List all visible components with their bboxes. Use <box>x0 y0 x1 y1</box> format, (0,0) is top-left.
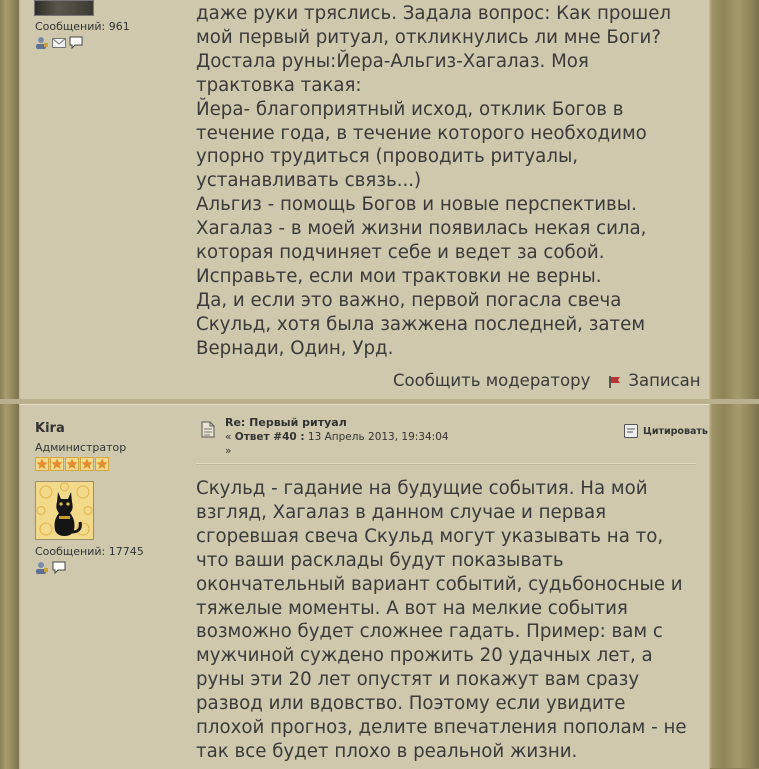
user-role: Администратор <box>35 441 127 454</box>
post-line: мужчиной суждено прожить 20 удачных лет, а <box>196 645 653 667</box>
rank-stars <box>35 457 109 471</box>
header-separator <box>196 463 696 465</box>
post-line: сгоревшая свеча Скульд могут указывать на то, <box>196 525 664 547</box>
post-subject-link[interactable]: Re: Первый ритуал <box>225 416 347 429</box>
post-line: Скульд - гадание на будущие события. На мой <box>196 478 648 499</box>
post-line: Альгиз - помощь Богов и новые перспективы. <box>196 194 637 216</box>
quote-label: Цитировать <box>643 425 708 437</box>
post-line: течение года, в течение которого необходимо <box>196 122 647 144</box>
post-line: мой первый ритуал, откликнулись ли мне Боги? <box>196 26 661 48</box>
post-actions <box>393 371 701 390</box>
quote-button[interactable] <box>624 424 708 438</box>
avatar <box>35 481 94 540</box>
meta-suffix: » <box>225 445 232 457</box>
page-background-right <box>708 0 759 768</box>
post-date: 13 Апрель 2013, 19:34:04 <box>304 431 449 443</box>
post-line: окончательный вариант событий, судьбоносные и <box>196 573 683 595</box>
star-icon <box>80 457 94 471</box>
logged-label: Записан <box>628 371 701 390</box>
post-line: Достала руны:Йера-Альгиз-Хагалаз. Моя <box>196 50 589 72</box>
post-count: Сообщений: 17745 <box>35 545 144 558</box>
post-body <box>196 477 696 764</box>
quote-icon <box>624 424 638 438</box>
report-moderator-link[interactable]: Сообщить модератору <box>393 371 591 390</box>
private-message-icon[interactable] <box>52 561 66 574</box>
avatar <box>34 0 94 16</box>
post-line: Скульд, хотя была зажжена последней, затем <box>196 313 646 335</box>
post-line: упорно трудиться (проводить ритуалы, <box>196 146 579 168</box>
star-icon <box>50 457 64 471</box>
star-icon <box>35 457 49 471</box>
post-line: Да, и если это важно, первой погасла свеча <box>196 289 622 311</box>
post-line: Исправьте, если мои трактовки не верны. <box>196 265 602 287</box>
star-icon <box>95 457 109 471</box>
user-icons <box>35 561 66 574</box>
post-line: руны эти 20 лет опустят и покажут вам сразу <box>196 669 640 691</box>
post-line: что ваши расклады будут показывать <box>196 549 564 571</box>
post-line: которая подчиняет себе и ведет за собой. <box>196 242 605 264</box>
post-meta <box>225 431 449 443</box>
post-line: трактовка такая: <box>196 74 362 96</box>
post-document-icon <box>201 421 215 438</box>
private-message-icon[interactable] <box>69 36 83 49</box>
post-line: плохой прогноз, делите впечатления пополам - не <box>196 717 687 739</box>
post-line: так все будет плохо в реальной жизни. <box>196 740 578 762</box>
profile-icon[interactable] <box>35 561 49 574</box>
post-line: тяжелые моменты. А вот на мелкие события <box>196 597 628 619</box>
user-icons <box>35 36 83 49</box>
post-line: устанавливать связь...) <box>196 170 422 192</box>
star-icon <box>65 457 79 471</box>
post-count: Сообщений: 961 <box>35 20 130 33</box>
post-line: взгляд, Хагалаз в данном случае и первая <box>196 501 607 523</box>
meta-prefix: « <box>225 431 235 443</box>
reply-number: Ответ #40 : <box>234 431 305 443</box>
post-line: возможно будет сложнее гадать. Пример: вам с <box>196 621 663 643</box>
post-line: развод или вдовство. Поэтому если увидите <box>196 693 626 715</box>
post-line: даже руки тряслись. Задала вопрос: Как прошел <box>196 3 672 24</box>
post-line: Йера- благоприятный исход, отклик Богов в <box>196 98 624 120</box>
email-icon[interactable] <box>52 36 66 49</box>
logged-icon <box>608 374 622 388</box>
forum-post-2 <box>19 404 710 769</box>
post-line: Хагалаз - в моей жизни появилась некая сила, <box>196 218 647 240</box>
post-body <box>196 2 696 361</box>
forum-post-1 <box>19 0 710 400</box>
profile-icon[interactable] <box>35 36 49 49</box>
post-line: Вернади, Один, Урд. <box>196 337 394 359</box>
username-link[interactable]: Kira <box>35 421 65 436</box>
